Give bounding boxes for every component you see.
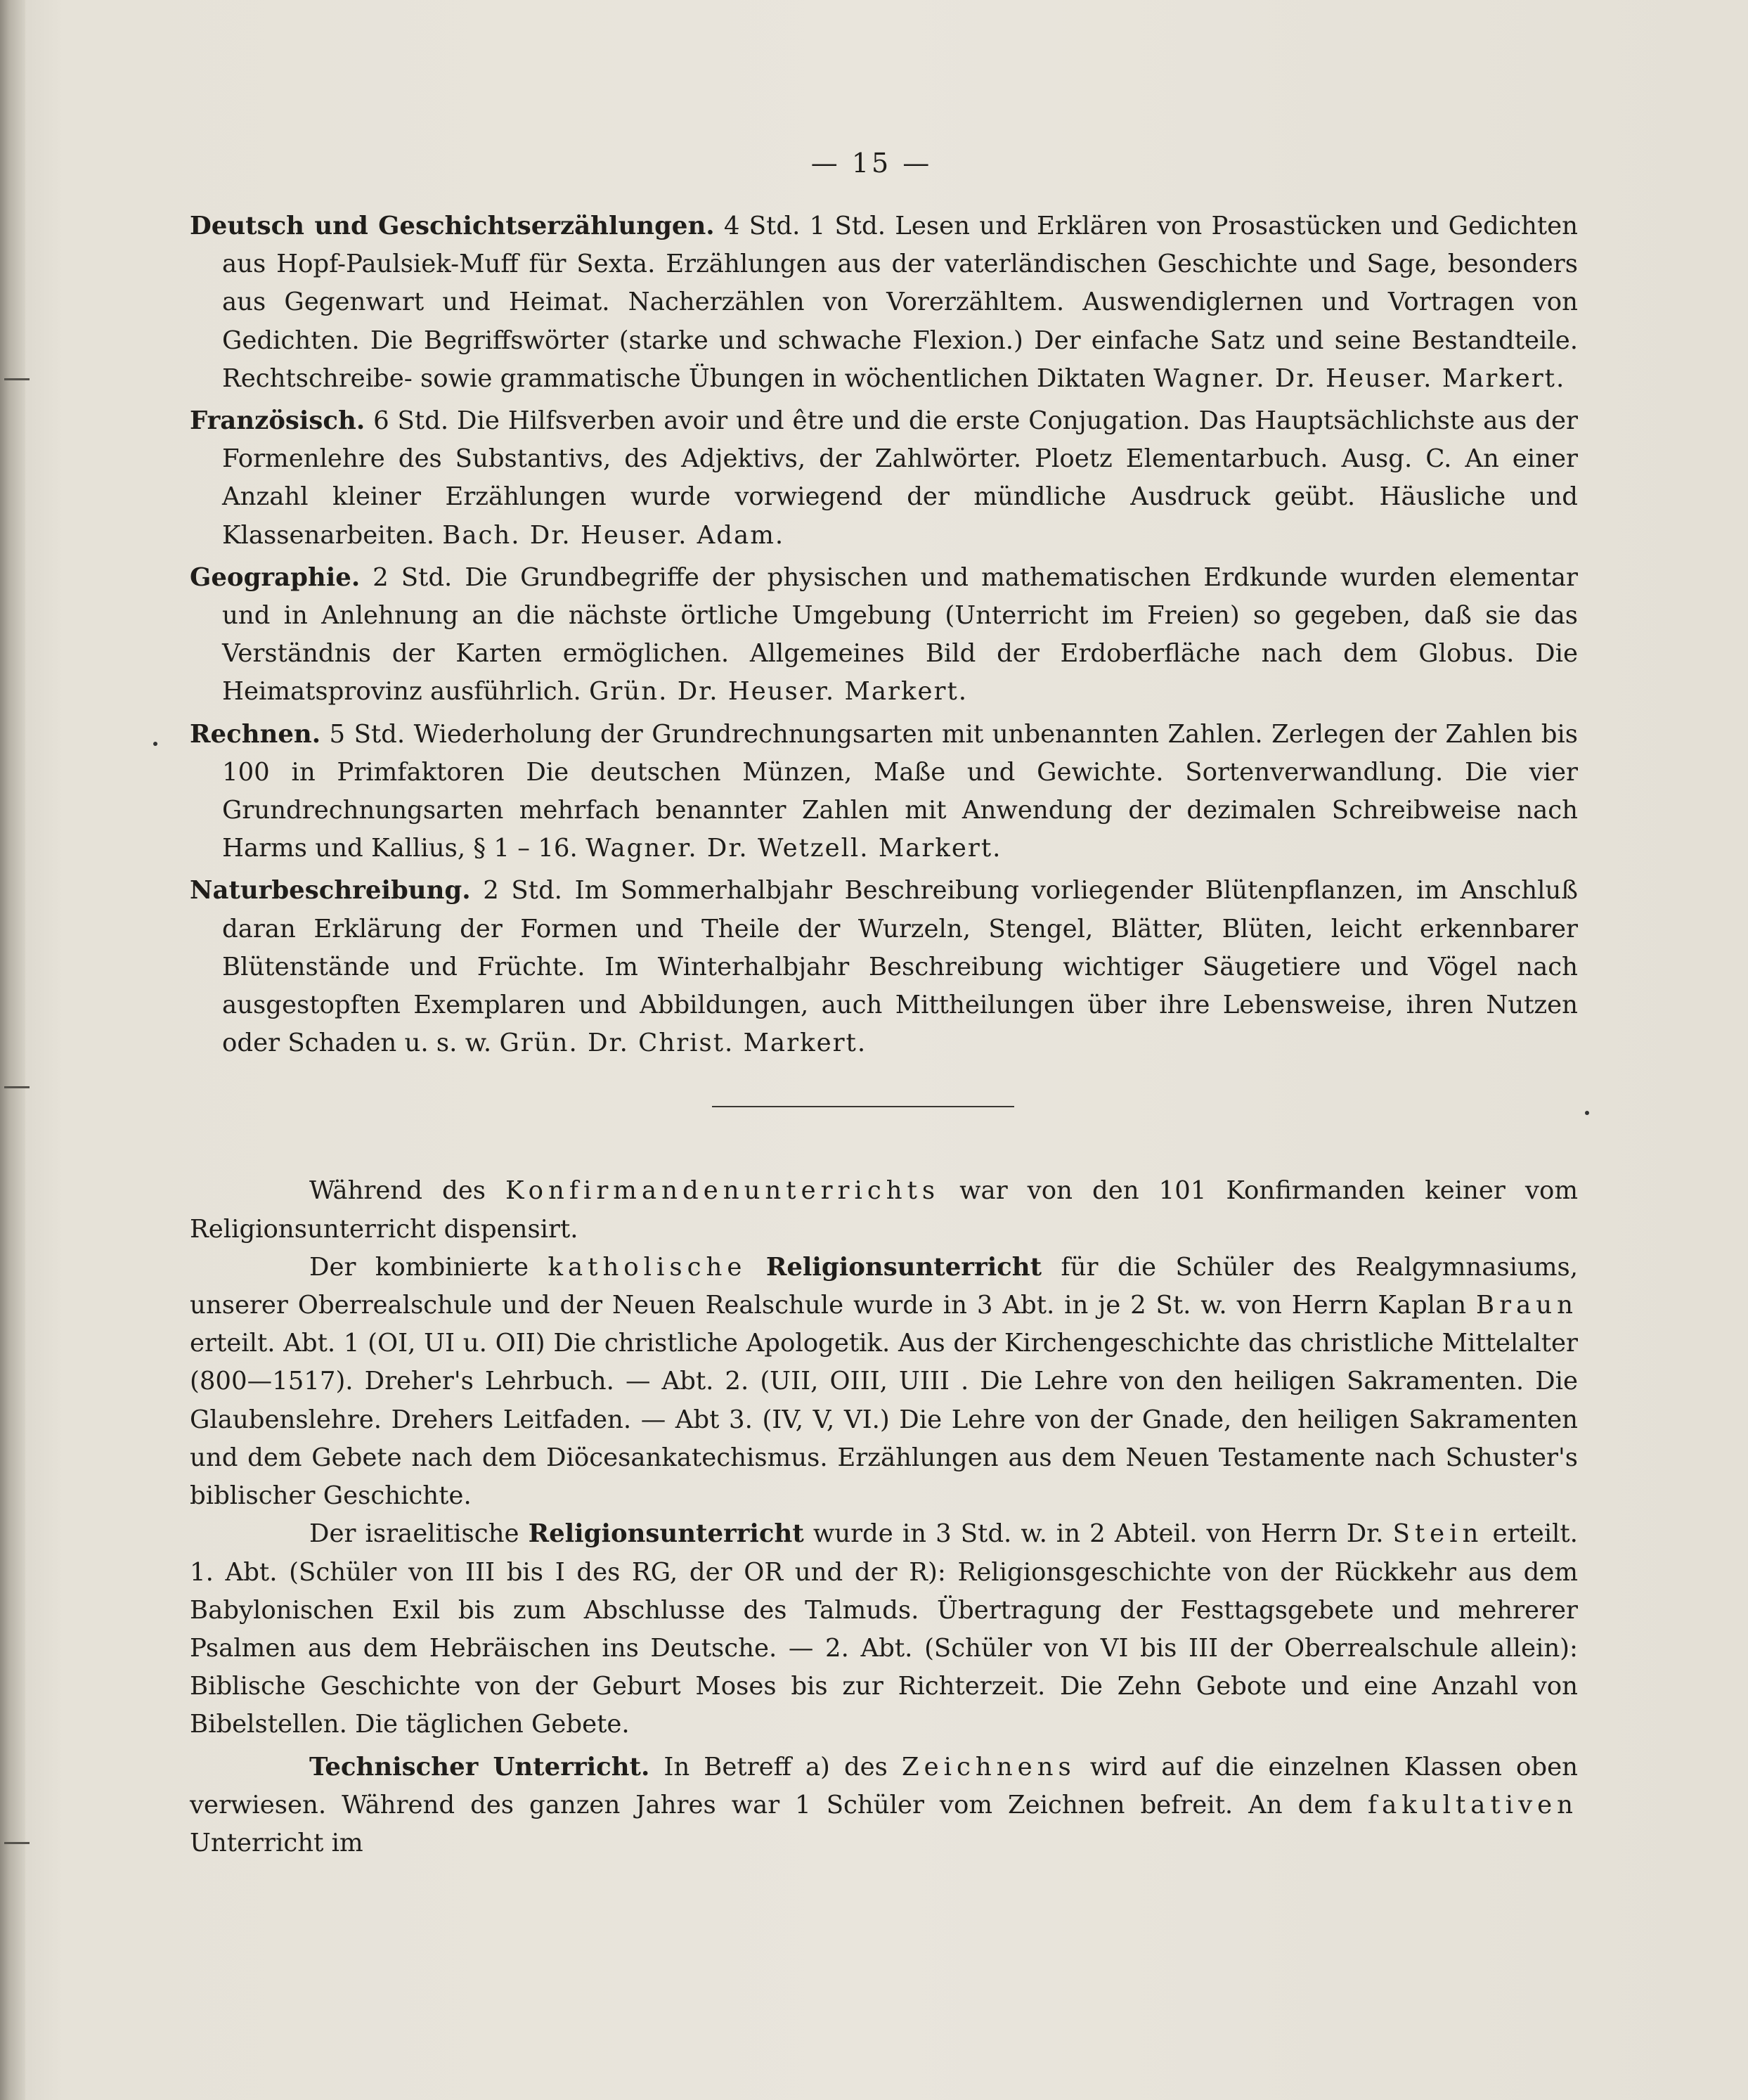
paragraph-katholisch xyxy=(190,1249,1578,1515)
paragraph-israelitisch xyxy=(190,1515,1578,1744)
subject-teachers: Grün. Dr. Christ. Markert. xyxy=(499,1029,867,1058)
page-binding-edge xyxy=(0,0,25,2100)
subject-hours: 5 Std. xyxy=(329,719,406,749)
subject-text: Im Sommerhalbjahr Beschreibung vorliegender Blütenpflanzen, im Anschluß daran Erklärung der Formen und Theile der Wurzeln, Stengel, Blätter, Blüten, leicht erkennbarer Blütenstände und Früchte. Im Winterhalbjahr Beschreibung wichtiger Säugetiere und Vögel nach ausgestopften Exemplaren und Abbildungen, auch Mittheilungen über ihre Lebensweise, ihren Nutzen oder Schaden u. s. w. xyxy=(222,876,1578,1058)
text-run: war von den 101 Konfirmanden keiner vom Religionsunterricht dispensirt. xyxy=(190,1176,1578,1244)
subject-title: Französisch. xyxy=(190,406,365,436)
spaced-term: Zeichnens xyxy=(901,1752,1076,1782)
subject-hours: 6 Std. xyxy=(373,406,449,436)
subject-title: Rechnen. xyxy=(190,719,321,749)
text-run: Der kombinierte xyxy=(309,1252,529,1282)
subject-text: Die Hilfsverben avoir und être und die erste Conjugation. Das Hauptsächlichste aus der Formenlehre des Substantivs, des Adjektivs, der Zahlwörter. Ploetz Elementarbuch. Ausg. C. An einer Anzahl kleiner Erzählungen wurde vorwiegend der mündliche Ausdruck geübt. Häusliche und Klassenarbeiten. xyxy=(222,406,1578,550)
text-run: erteilt. Abt. 1 (OI, UI u. OII) Die christliche Apologetik. Aus der Kirchengeschichte das christliche Mittelalter (800—1517). Dreher's Lehrbuch. — Abt. 2. (UII, OIII, UIII . Die Lehre von den heiligen Sakramenten. Die Glaubenslehre. Drehers Leitfaden. — Abt 3. (IV, V, VI.) Die Lehre von der Gnade, den heiligen Sakramenten und dem Gebete nach dem Diöcesankatechismus. Erzählungen aus dem Neuen Testamente nach Schuster's biblischer Geschichte. xyxy=(190,1329,1578,1511)
subject-teachers: Wagner. Dr. Wetzell. Markert. xyxy=(585,834,1002,863)
subject-teachers: Wagner. Dr. Heuser. Markert. xyxy=(1153,363,1566,393)
bold-term: Technischer Unterricht. xyxy=(309,1752,650,1782)
stray-dot xyxy=(153,742,157,746)
spaced-name: Braun xyxy=(1476,1291,1578,1320)
subject-teachers: Grün. Dr. Heuser. Markert. xyxy=(589,677,969,707)
spaced-term: katholische xyxy=(548,1252,747,1282)
subject-title: Deutsch und Geschichtserzählungen. xyxy=(190,212,715,240)
spaced-term: fakultativen xyxy=(1367,1790,1578,1819)
subject-hours: 4 Std. xyxy=(723,212,801,240)
subject-entry-geographie xyxy=(190,559,1578,711)
subject-text: Wiederholung der Grundrechnungsarten mit unbenannten Zahlen. Zerlegen der Zahlen bis 100 in Primfaktoren Die deutschen Münzen, Maße und Gewichte. Sortenverwandlung. Die vier Grundrechnungsarten mehrfach benannter Zahlen mit Anwendung der dezimalen Schreibweise nach Harms und Kallius, § 1 – 16. xyxy=(222,719,1578,863)
spaced-name: Stein xyxy=(1392,1519,1484,1549)
subject-hours: 2 Std. xyxy=(483,876,562,906)
subject-entry-rechnen xyxy=(190,716,1578,868)
subject-text: 1 Std. Lesen und Erklären von Prosastücken und Gedichten aus Hopf-Paulsiek-Muff für Sexta. Erzählungen aus der vaterländischen Geschichte und Sage, besonders aus Gegenwart und Heimat. Nacherzählen von Vorerzähltem. Auswendiglernen und Vortragen von Gedichten. Die Begriffswörter (starke und schwache Flexion.) Der einfache Satz und seine Bestandteile. Rechtschreibe- sowie grammatische Übungen in wöchentlichen Diktaten xyxy=(222,212,1579,393)
subject-hours: 2 Std. xyxy=(373,562,453,592)
subject-text: Die Grundbegriffe der physischen und mathematischen Erdkunde wurden elementar und in Anlehnung an die nächste örtliche Umgebung (Unterricht im Freien) so gegeben, daß sie das Verständnis der Karten ermöglichen. Allgemeines Bild der Erdoberfläche nach dem Globus. Die Heimatsprovinz ausführlich. xyxy=(222,562,1578,707)
section-divider xyxy=(712,1106,1014,1107)
subject-title: Geographie. xyxy=(190,562,361,592)
page-number: — 15 — xyxy=(810,148,933,179)
subject-title: Naturbeschreibung. xyxy=(190,876,471,906)
paragraph-konfirmanden xyxy=(190,1172,1578,1248)
paragraph-technisch xyxy=(190,1748,1578,1863)
spaced-term: Konfirmandenunterrichts xyxy=(505,1176,940,1206)
text-run: für die Schüler des Realgymnasiums, unserer Oberrealschule und der Neuen Realschule wurde in 3 Abt. in je 2 St. w. von Herrn Kaplan xyxy=(190,1252,1578,1320)
text-run: In Betreff a) des xyxy=(663,1752,888,1782)
text-run: wird auf die einzelnen Klassen oben verwiesen. Während des ganzen Jahres war 1 Schüler vom Zeichnen befreit. An dem xyxy=(190,1752,1578,1819)
page-content xyxy=(190,207,1578,1862)
text-run: Während des xyxy=(309,1176,486,1206)
text-run: erteilt. 1. Abt. (Schüler von III bis I des RG, der OR und der R): Religionsgeschichte von der Rückkehr aus dem Babylonischen Exil bis zum Abschlusse des Talmuds. Übertragung der Festtagsgebete und mehrerer Psalmen aus dem Hebräischen ins Deutsche. — 2. Abt. (Schüler von VI bis III der Oberrealschule allein): Biblische Geschichte von der Geburt Moses bis zur Richterzeit. Die Zehn Gebote und eine Anzahl von Bibelstellen. Die täglichen Gebete. xyxy=(190,1519,1578,1739)
text-run: wurde in 3 Std. w. in 2 Abteil. von Herrn Dr. xyxy=(813,1519,1384,1549)
subject-entry-deutsch xyxy=(190,207,1578,398)
text-run: Unterricht im xyxy=(190,1828,363,1857)
margin-mark xyxy=(4,1086,30,1088)
subject-entry-franzoesisch xyxy=(190,402,1578,555)
subject-teachers: Bach. Dr. Heuser. Adam. xyxy=(442,520,785,550)
stray-dot xyxy=(1585,1111,1589,1115)
bold-term: Religionsunterricht xyxy=(765,1252,1042,1282)
margin-mark xyxy=(4,1842,30,1844)
subject-entry-naturbeschreibung xyxy=(190,872,1578,1062)
margin-mark xyxy=(4,378,30,380)
bold-term: Religionsunterricht xyxy=(528,1519,804,1549)
text-run: Der israelitische xyxy=(309,1519,519,1549)
